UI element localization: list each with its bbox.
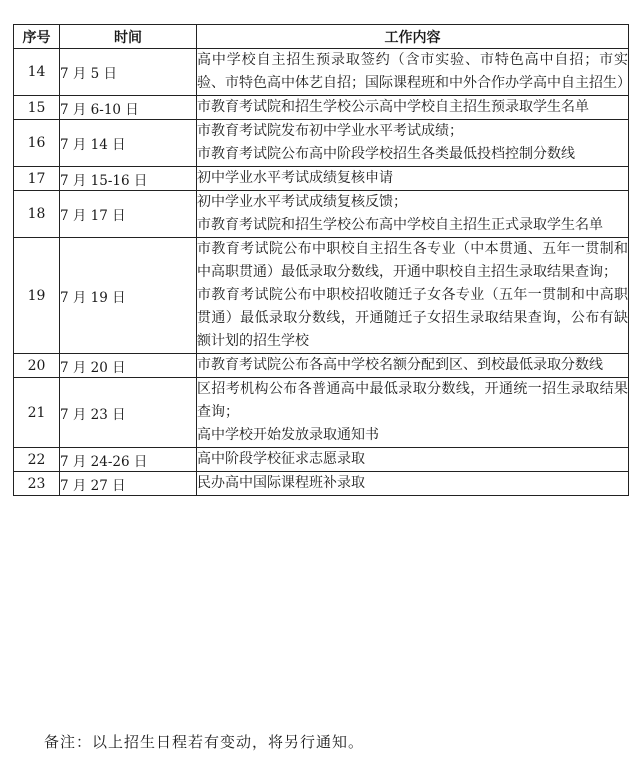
row-seq: 18 [14,191,60,238]
row-seq: 22 [14,448,60,472]
content-line: 市教育考试院发布初中学业水平考试成绩； [197,123,463,139]
table-row [14,120,629,167]
row-date: 7 月 24-26 日 [60,448,197,472]
enrollment-schedule-table [13,24,629,496]
row-content [197,238,629,354]
table-row [14,191,629,238]
header-time: 时间 [60,25,197,49]
content-line: 市教育考试院公布中职校自主招生各专业（中本贯通、五年一贯制和中高职贯通）最低录取分数线，开通中职校自主招生录取结果查询； [197,241,628,280]
header-seq: 序号 [14,25,60,49]
content-line: 高中阶段学校征求志愿录取 [197,451,365,467]
row-date: 7 月 6-10 日 [60,96,197,120]
content-line: 市教育考试院公布中职校招收随迁子女各专业（五年一贯制和中高职贯通）最低录取分数线，开通随迁子女招生录取结果查询，公布有缺额计划的招生学校 [197,287,628,349]
content-line: 高中学校自主招生预录取签约（含市实验、市特色高中自招；市实验、市特色高中体艺自招；国际课程班和中外合作办学高中自主招生） [197,52,631,91]
row-date: 7 月 5 日 [60,49,197,96]
content-line: 市教育考试院公布各高中学校名额分配到区、到校最低录取分数线 [197,357,603,373]
row-date: 7 月 17 日 [60,191,197,238]
content-line: 区招考机构公布各普通高中最低录取分数线，开通统一招生录取结果查询； [197,381,628,420]
table-row [14,238,629,354]
table-header-row [14,25,629,49]
row-date: 7 月 14 日 [60,120,197,167]
content-line: 市教育考试院和招生学校公示高中学校自主招生预录取学生名单 [197,99,589,115]
content-line: 市教育考试院公布高中阶段学校招生各类最低投档控制分数线 [197,146,575,162]
row-content [197,96,629,120]
row-seq: 20 [14,354,60,378]
row-content [197,354,629,378]
row-date: 7 月 15-16 日 [60,167,197,191]
row-seq: 21 [14,378,60,448]
row-content [197,378,629,448]
content-line: 市教育考试院和招生学校公布高中学校自主招生正式录取学生名单 [197,217,603,233]
row-date: 7 月 23 日 [60,378,197,448]
row-content [197,167,629,191]
table-row [14,378,629,448]
table-row [14,354,629,378]
content-line: 民办高中国际课程班补录取 [197,475,365,491]
row-seq: 23 [14,472,60,496]
row-date: 7 月 20 日 [60,354,197,378]
content-line: 初中学业水平考试成绩复核反馈； [197,194,407,210]
row-date: 7 月 19 日 [60,238,197,354]
row-date: 7 月 27 日 [60,472,197,496]
row-seq: 17 [14,167,60,191]
table-row [14,49,629,96]
table-row [14,167,629,191]
row-content [197,191,629,238]
row-seq: 15 [14,96,60,120]
row-seq: 16 [14,120,60,167]
table-row [14,448,629,472]
footnote: 备注：以上招生日程若有变动，将另行通知。 [44,733,365,751]
header-content: 工作内容 [197,25,629,49]
row-content [197,120,629,167]
content-line: 高中学校开始发放录取通知书 [197,427,379,443]
table-row [14,96,629,120]
row-content [197,49,629,96]
row-seq: 14 [14,49,60,96]
table-row [14,472,629,496]
row-content [197,472,629,496]
content-line: 初中学业水平考试成绩复核申请 [197,170,393,186]
row-seq: 19 [14,238,60,354]
row-content [197,448,629,472]
